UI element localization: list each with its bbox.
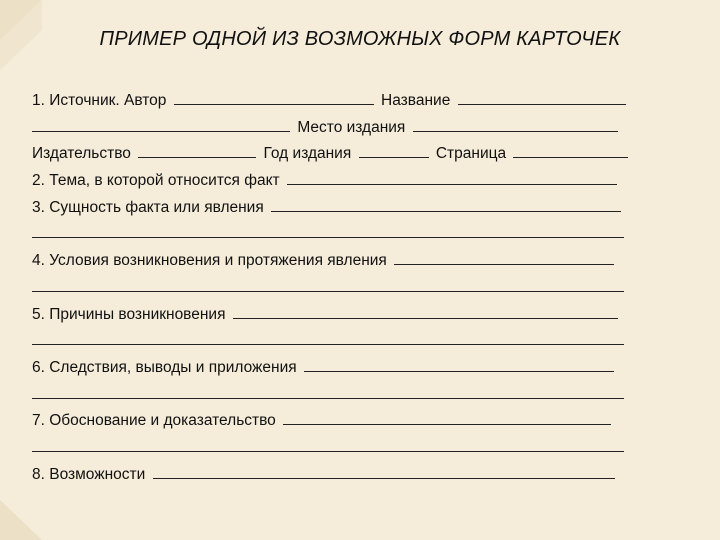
page-blank xyxy=(513,142,628,158)
justification-continuation-blank xyxy=(32,436,624,452)
form-line-justification-cont xyxy=(32,435,672,462)
form-line-possibilities xyxy=(32,462,672,489)
form-line-consequences xyxy=(32,355,672,382)
form-line-source xyxy=(32,88,672,115)
year-blank xyxy=(359,142,429,158)
conditions-label: 4. Условия возникновения и протяжения явления xyxy=(32,252,387,270)
form-line-conditions xyxy=(32,248,672,275)
form-line-place xyxy=(32,115,672,142)
justification-blank xyxy=(283,409,611,425)
place-label: Место издания xyxy=(297,118,406,136)
form-line-essence xyxy=(32,195,672,222)
form-line-conditions-cont xyxy=(32,275,672,302)
title-blank xyxy=(458,89,626,105)
causes-continuation-blank xyxy=(32,329,624,345)
publisher-blank xyxy=(138,142,256,158)
page-title: ПРИМЕР ОДНОЙ ИЗ ВОЗМОЖНЫХ ФОРМ КАРТОЧЕК xyxy=(99,28,621,50)
publisher-label: Издательство xyxy=(32,145,131,163)
form-line-essence-cont xyxy=(32,221,672,248)
possibilities-blank xyxy=(153,463,615,479)
title-continuation-blank xyxy=(32,116,290,132)
year-label: Год издания xyxy=(263,145,352,163)
causes-blank xyxy=(233,303,618,319)
form-line-topic xyxy=(32,168,672,195)
causes-label: 5. Причины возникновения xyxy=(32,305,226,323)
conditions-continuation-blank xyxy=(32,276,624,292)
author-blank xyxy=(174,89,374,105)
consequences-blank xyxy=(304,356,614,372)
source-author-label: 1. Источник. Автор xyxy=(32,92,167,109)
form-line-causes-cont xyxy=(32,328,672,355)
conditions-blank xyxy=(394,249,614,265)
form-line-consequences-cont xyxy=(32,382,672,409)
place-blank xyxy=(413,116,618,132)
consequences-label: 6. Следствия, выводы и приложения xyxy=(32,358,297,376)
page-label: Страница xyxy=(435,145,507,163)
consequences-continuation-blank xyxy=(32,383,624,399)
topic-blank xyxy=(287,169,617,185)
card-form xyxy=(32,88,672,488)
form-line-publisher xyxy=(32,141,672,168)
essence-continuation-blank xyxy=(32,222,624,238)
justification-label: 7. Обоснование и доказательство xyxy=(32,412,276,430)
essence-blank xyxy=(271,196,621,212)
title-label: Название xyxy=(381,92,451,109)
essence-label: 3. Сущность факта или явления xyxy=(32,198,264,216)
possibilities-label: 8. Возможности xyxy=(32,465,146,483)
form-line-causes xyxy=(32,302,672,329)
topic-label: 2. Тема, в которой относится факт xyxy=(32,172,280,190)
form-line-justification xyxy=(32,408,672,435)
